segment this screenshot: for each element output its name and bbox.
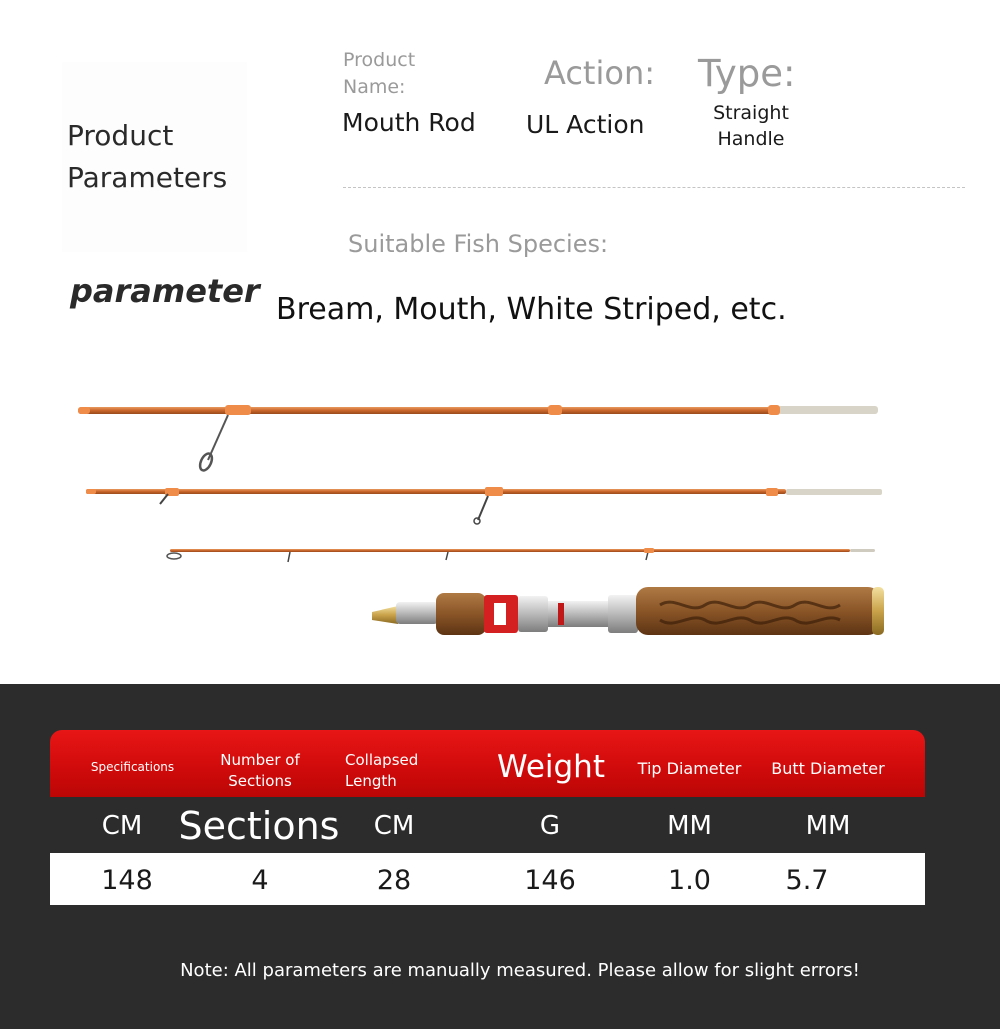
header-number-of-sections: Number of Sections	[220, 751, 300, 790]
unit-sections: Sections	[178, 804, 340, 848]
species-value: Bream, Mouth, White Striped, etc.	[276, 292, 787, 327]
action-label: Action:	[544, 54, 655, 92]
value-weight: 146	[524, 865, 576, 896]
header-collapsed-length: Collapsed Length	[345, 751, 419, 790]
unit-tip-diameter: MM	[667, 811, 712, 841]
unit-weight: G	[539, 811, 561, 841]
unit-length: CM	[101, 811, 143, 841]
header-butt-diameter: Butt Diameter	[771, 759, 885, 778]
species-label: Suitable Fish Species:	[348, 230, 609, 258]
measurement-note: Note: All parameters are manually measured. Please allow for slight errors!	[180, 960, 860, 981]
type-value: Straight Handle	[713, 102, 789, 150]
unit-collapsed-length: CM	[373, 811, 415, 841]
header-weight: Weight	[496, 749, 605, 785]
product-name-value: Mouth Rod	[342, 108, 476, 137]
dashed-separator	[343, 187, 965, 188]
title-line: Product Parameters	[67, 119, 228, 194]
type-label: Type:	[698, 52, 796, 95]
value-tip-diameter: 1.0	[668, 865, 711, 896]
rod-section-3	[167, 548, 875, 562]
value-sections: 4	[251, 865, 269, 896]
product-name-label: Product Name:	[343, 49, 416, 98]
rod-section-1	[78, 405, 878, 472]
rod-section-2	[86, 487, 882, 524]
unit-butt-diameter: MM	[805, 811, 851, 841]
value-butt-diameter: 5.7	[785, 865, 829, 896]
fishing-rod-image	[60, 390, 900, 650]
header-specifications: Specifications	[90, 760, 175, 774]
product-parameters-title	[67, 115, 247, 199]
parameter-heading: parameter	[70, 272, 260, 310]
rod-handle	[372, 587, 884, 635]
header-tip-diameter: Tip Diameter	[637, 759, 742, 778]
action-value: UL Action	[526, 110, 645, 139]
value-length: 148	[101, 865, 153, 896]
value-collapsed-length: 28	[376, 865, 412, 896]
